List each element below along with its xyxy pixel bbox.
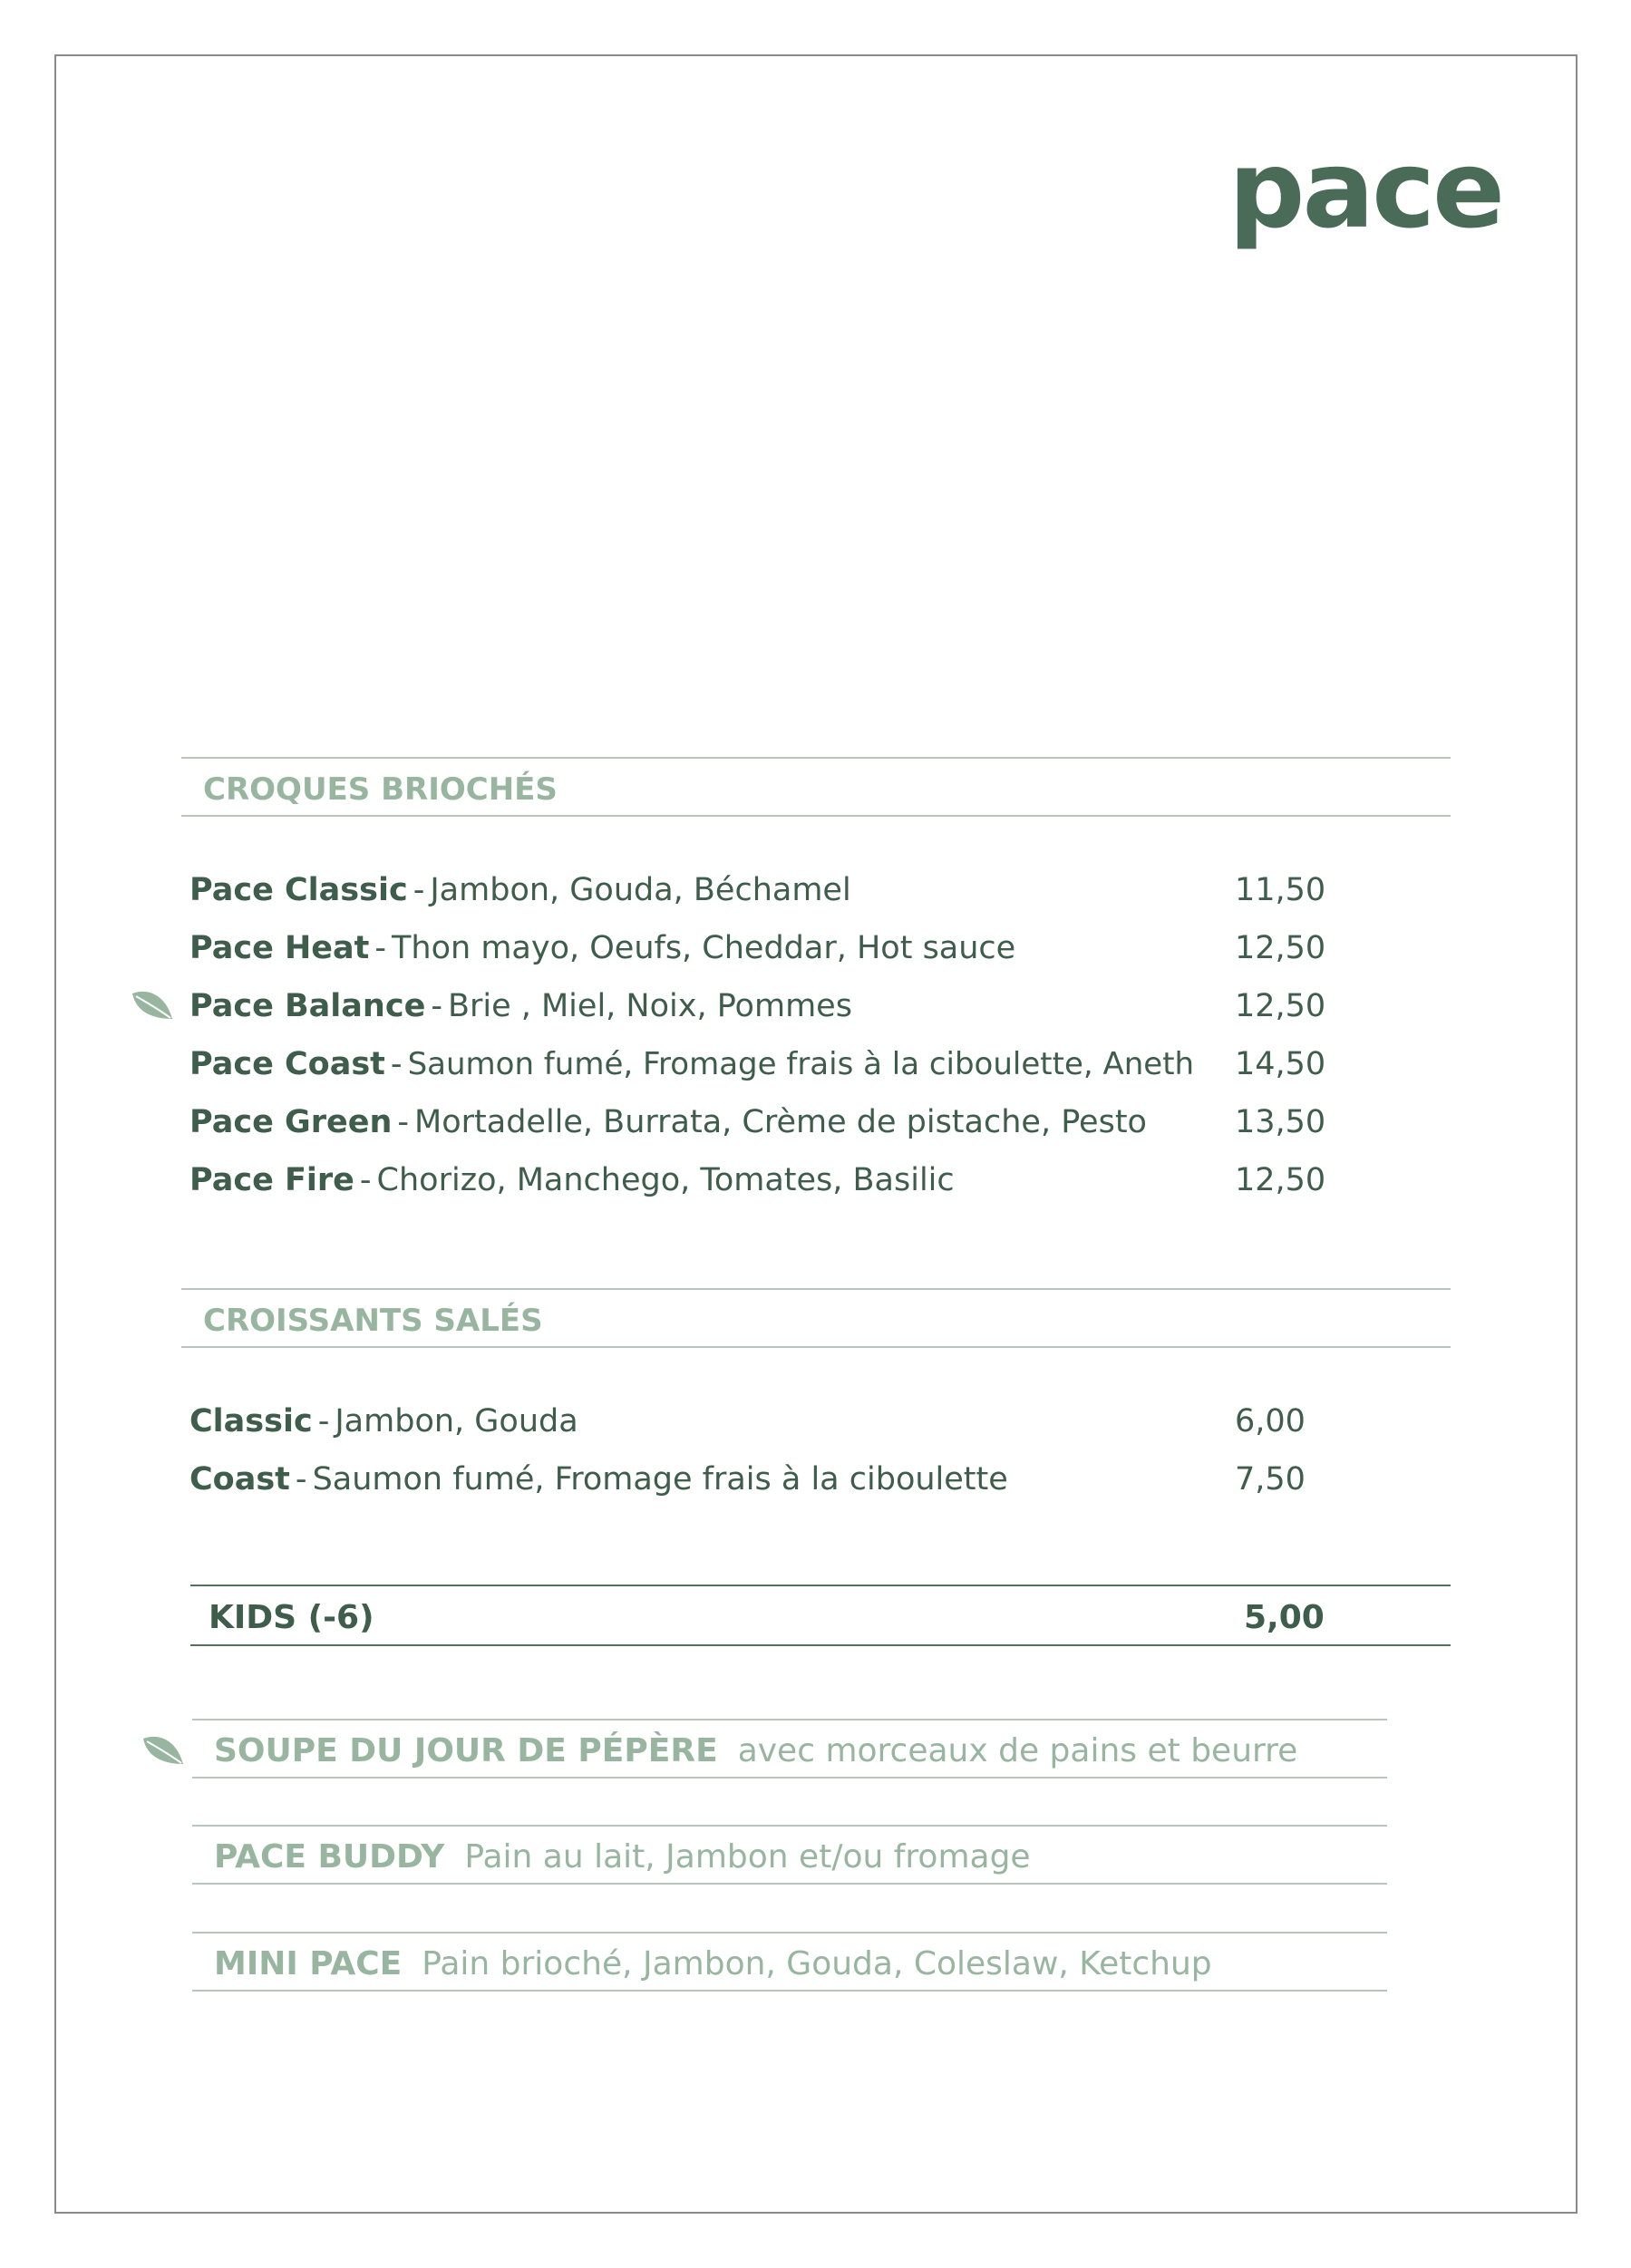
kids-item-text (214, 1945, 1212, 1982)
kids-item-name: MINI PACE (214, 1945, 403, 1982)
kids-item-pace-buddy (192, 1825, 1387, 1885)
menu-item-pace-green (189, 1104, 1147, 1140)
item-separator: - (295, 1461, 307, 1497)
kids-item-description: Pain brioché, Jambon, Gouda, Coleslaw, Ketchup (422, 1945, 1212, 1982)
leaf-icon (131, 988, 174, 1021)
menu-item-coast (189, 1461, 1008, 1497)
kids-item-name: PACE BUDDY (214, 1838, 445, 1875)
menu-item-pace-coast (189, 1046, 1195, 1082)
item-description: Thon mayo, Oeufs, Cheddar, Hot sauce (392, 930, 1016, 966)
item-separator: - (413, 872, 425, 908)
item-separator: - (397, 1104, 410, 1140)
item-price: 7,50 (1235, 1461, 1306, 1497)
kids-item-name: SOUPE DU JOUR DE PÉPÈRE (214, 1732, 718, 1769)
kids-price: 5,00 (1244, 1599, 1325, 1636)
section-header-croques (181, 757, 1451, 817)
menu-item-pace-classic (189, 872, 851, 908)
section-title-croques: CROQUES BRIOCHÉS (203, 771, 558, 808)
item-description: Mortadelle, Burrata, Crème de pistache, Pesto (414, 1104, 1147, 1140)
item-price: 13,50 (1235, 1104, 1326, 1140)
item-name: Pace Balance (189, 988, 426, 1024)
kids-item-text (214, 1732, 1297, 1769)
item-price: 14,50 (1235, 1046, 1326, 1082)
menu-item-classic (189, 1403, 578, 1439)
item-name: Coast (189, 1461, 290, 1497)
brand-logo: pace (1228, 127, 1503, 252)
kids-item-mini-pace (192, 1932, 1387, 1992)
section-title-croissants: CROISSANTS SALÉS (203, 1303, 543, 1339)
item-description: Jambon, Gouda, Béchamel (430, 872, 851, 908)
item-name: Classic (189, 1403, 313, 1439)
kids-item-description: Pain au lait, Jambon et/ou fromage (464, 1838, 1031, 1875)
section-header-kids (190, 1585, 1451, 1646)
item-separator: - (431, 988, 442, 1024)
menu-item-pace-fire (189, 1162, 955, 1198)
kids-item-soupe (192, 1719, 1387, 1779)
kids-item-text (214, 1838, 1031, 1875)
section-title-kids: KIDS (-6) (209, 1599, 374, 1636)
item-separator: - (359, 1162, 372, 1198)
item-name: Pace Classic (189, 872, 408, 908)
item-price: 12,50 (1235, 1162, 1326, 1198)
item-description: Saumon fumé, Fromage frais à la ciboulette, Aneth (407, 1046, 1195, 1082)
item-price: 11,50 (1235, 872, 1326, 908)
item-price: 12,50 (1235, 988, 1326, 1024)
item-separator: - (390, 1046, 403, 1082)
item-price: 12,50 (1235, 930, 1326, 966)
leaf-icon (141, 1733, 185, 1766)
item-description: Brie , Miel, Noix, Pommes (447, 988, 852, 1024)
menu-item-pace-heat (189, 930, 1016, 966)
item-name: Pace Heat (189, 930, 370, 966)
item-name: Pace Coast (189, 1046, 385, 1082)
item-name: Pace Fire (189, 1162, 354, 1198)
item-separator: - (317, 1403, 330, 1439)
item-name: Pace Green (189, 1104, 393, 1140)
item-description: Jambon, Gouda (335, 1403, 578, 1439)
item-separator: - (374, 930, 387, 966)
item-description: Saumon fumé, Fromage frais à la ciboulette (312, 1461, 1008, 1497)
item-price: 6,00 (1235, 1403, 1306, 1439)
item-description: Chorizo, Manchego, Tomates, Basilic (376, 1162, 955, 1198)
section-header-croissants (181, 1288, 1451, 1348)
menu-item-pace-balance (189, 988, 852, 1024)
kids-item-description: avec morceaux de pains et beurre (737, 1732, 1298, 1769)
